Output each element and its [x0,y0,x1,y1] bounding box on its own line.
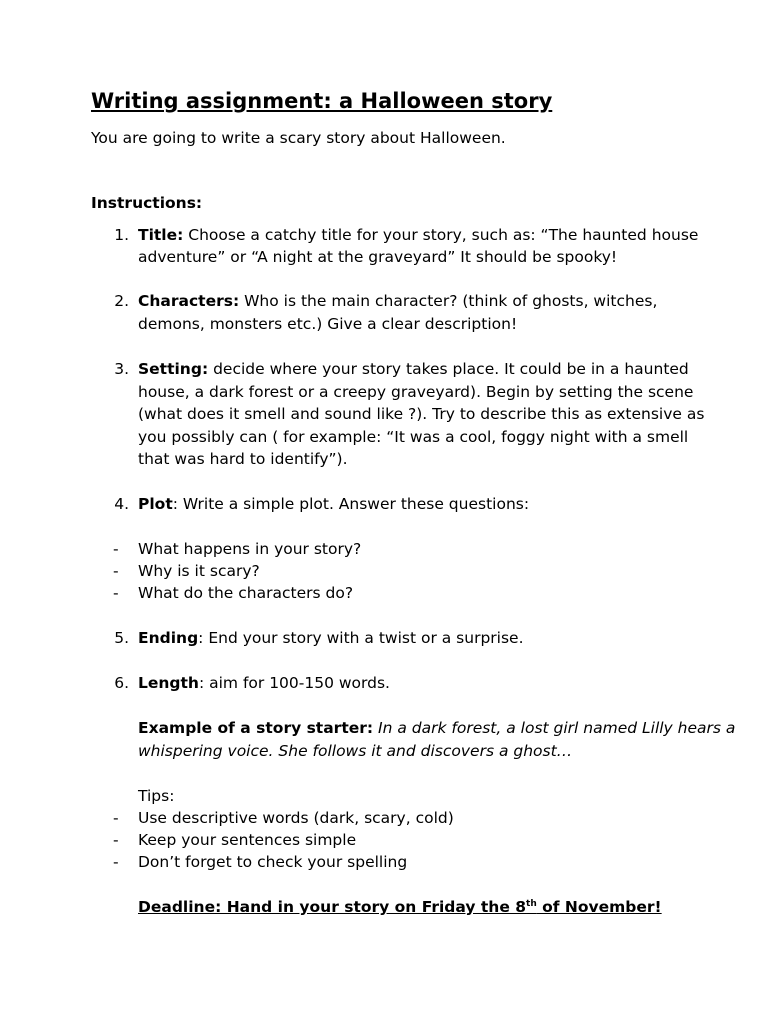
deadline-ordinal: th [526,899,537,909]
item-number: 4. [114,495,129,513]
item-label: Ending [138,629,199,647]
item-text: you possibly can ( for example: “It was a cool, foggy night with a smell [138,428,689,446]
item-text: adventure” or “A night at the graveyard” It should be spooky! [138,248,618,266]
example-label: Example of a story starter: [138,719,374,737]
item-number: 5. [114,629,129,647]
item-label: Title: [138,226,184,244]
item-label: Length [138,674,199,692]
item-length-line [138,672,390,694]
bullet-dash: - [113,809,119,827]
bullet-dash: - [113,853,119,871]
item-number: 6. [114,674,129,692]
bullet-dash: - [113,831,119,849]
item-text: Choose a catchy title for your story, such as: “The haunted house [183,226,699,244]
plot-question: What happens in your story? [138,540,362,558]
item-plot-line [138,493,529,515]
plot-question: Why is it scary? [138,562,260,580]
item-characters-line [138,290,657,312]
tips-heading: Tips: [138,787,175,805]
item-label: Characters: [138,292,240,310]
item-text: Who is the main character? (think of ghosts, witches, [239,292,658,310]
item-number: 3. [114,360,129,378]
item-text: that was hard to identify”). [138,450,348,468]
item-setting-line [138,358,689,380]
instructions-heading: Instructions: [91,194,203,212]
item-text: : aim for 100-150 words. [198,674,390,692]
item-number: 1. [114,226,129,244]
document-title: Writing assignment: a Halloween story [91,89,553,113]
deadline-text [138,896,662,918]
bullet-dash: - [113,584,119,602]
bullet-dash: - [113,562,119,580]
item-label: Plot [138,495,173,513]
plot-question: What do the characters do? [138,584,354,602]
tip-item: Use descriptive words (dark, scary, cold) [138,809,454,827]
item-text: : Write a simple plot. Answer these questions: [172,495,530,513]
item-text: demons, monsters etc.) Give a clear description! [138,315,518,333]
item-text: house, a dark forest or a creepy graveyard). Begin by setting the scene [138,383,694,401]
item-title-line [138,224,698,246]
item-text: (what does it smell and sound like ?). Try to describe this as extensive as [138,405,705,423]
example-text: In a dark forest, a lost girl named Lilly hears a [373,719,736,737]
intro-text: You are going to write a scary story about Halloween. [91,129,506,147]
item-number: 2. [114,292,129,310]
tip-item: Don’t forget to check your spelling [138,853,408,871]
tip-item: Keep your sentences simple [138,831,357,849]
item-text: decide where your story takes place. It could be in a haunted [208,360,689,378]
item-text: : End your story with a twist or a surprise. [198,629,524,647]
deadline-end: of November! [536,898,662,916]
item-ending-line [138,627,524,649]
bullet-dash: - [113,540,119,558]
example-line [138,717,735,739]
example-text: whispering voice. She follows it and discovers a ghost… [138,742,573,760]
item-label: Setting: [138,360,209,378]
deadline-main: Deadline: Hand in your story on Friday the 8 [138,898,527,916]
